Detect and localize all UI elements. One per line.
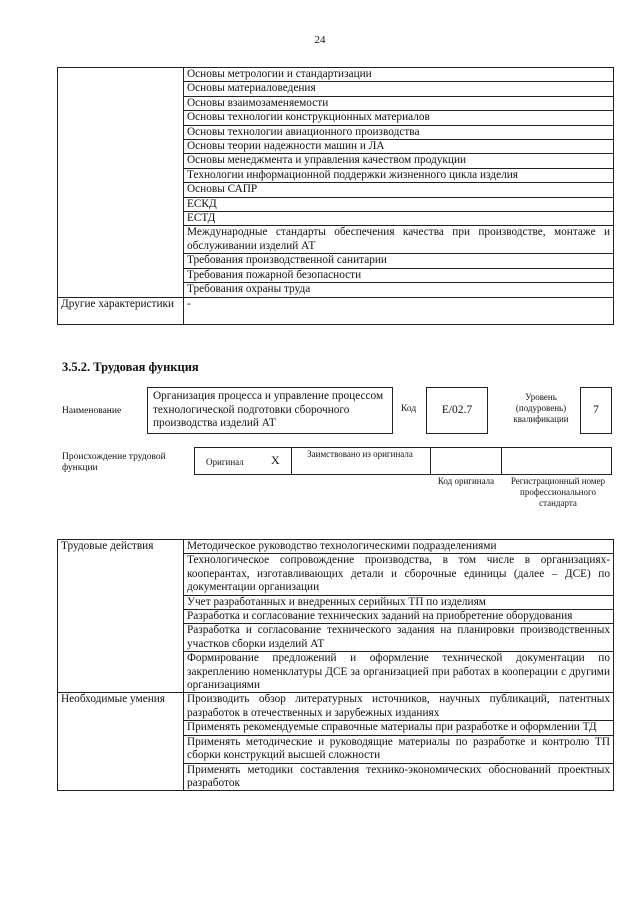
other-characteristics-value: - (184, 297, 614, 324)
list-item: Основы теории надежности машин и ЛА (184, 140, 614, 154)
original-code-label: Код оригинала (437, 476, 495, 486)
knowledge-table (57, 67, 614, 325)
section-heading: 3.5.2. Трудовая функция (62, 360, 199, 374)
list-item: Основы САПР (184, 183, 614, 197)
list-item: Основы технологии авиационного производства (184, 125, 614, 139)
row-label-cell (58, 68, 184, 298)
level-label: Уровень (подуровень) квалификации (513, 392, 569, 424)
list-item: Международные стандарты обеспечения качества при производстве, монтаже и обслуживании изделий АТ (184, 226, 614, 254)
labor-function-table (57, 539, 614, 791)
list-item: Основы взаимозаменяемости (184, 96, 614, 110)
origin-label: Происхождение трудовой функции (62, 452, 166, 473)
list-item: ЕСКД (184, 197, 614, 211)
list-item: Основы метрологии и стандартизации (184, 68, 614, 82)
function-name-box (147, 387, 393, 434)
code-box (426, 387, 488, 434)
page-number: 24 (314, 34, 326, 46)
table-row (58, 68, 614, 82)
registration-number-label: Регистрационный номер профессионального стандарта (510, 476, 606, 508)
original-mark: X (271, 453, 280, 467)
list-item: Требования пожарной безопасности (184, 268, 614, 282)
list-item: Учет разработанных и внедренных серийных ТП по изделиям (184, 595, 614, 609)
divider (430, 447, 431, 475)
borrowed-label: Заимствовано из оригинала (307, 449, 413, 459)
list-item: ЕСТД (184, 212, 614, 226)
list-item: Применять рекомендуемые справочные материалы при разработке и оформлении ТД (184, 721, 614, 735)
list-item: Производить обзор литературных источников, научных публикаций, патентных разработок в отечественных и зарубежных изданиях (184, 693, 614, 721)
original-label: Оригинал (206, 457, 244, 467)
list-item: Применять методические и руководящие материалы по разработке и контролю ТП сборки конструкций высшей сложности (184, 735, 614, 763)
code-value: E/02.7 (441, 404, 473, 416)
function-name-value: Организация процесса и управление процессом технологической подготовки сборочного производства изделий АТ (153, 390, 384, 430)
list-item: Формирование предложений и оформление технической документации по закреплению номенклатуры ДСЕ за организацией при работах в кооперации с другими организациями (184, 652, 614, 693)
list-item: Разработка и согласование технического задания на планировки производственных участков сборки изделий АТ (184, 624, 614, 652)
divider (291, 447, 292, 475)
list-item: Основы технологии конструкционных материалов (184, 111, 614, 125)
name-label: Наименование (62, 406, 122, 416)
list-item: Применять методики составления технико-экономических обоснований проектных разработок (184, 763, 614, 791)
other-characteristics-label: Другие характеристики (58, 297, 184, 324)
list-item: Требования охраны труда (184, 283, 614, 297)
labor-actions-label: Трудовые действия (58, 540, 184, 693)
level-box (580, 387, 612, 434)
list-item: Требования производственной санитарии (184, 254, 614, 268)
list-item: Технологии информационной поддержки жизненного цикла изделия (184, 168, 614, 182)
list-item: Разработка и согласование технических заданий на приобретение оборудования (184, 610, 614, 624)
divider (501, 447, 502, 475)
table-row (58, 297, 614, 324)
level-value: 7 (593, 404, 599, 416)
code-label: Код (401, 404, 417, 414)
skills-label: Необходимые умения (58, 693, 184, 791)
list-item: Технологическое сопровождение производства, в том числе в организациях-кооперантах, изготавливающих детали и сборочные единицы (далее – ДСЕ) по документации организации (184, 554, 614, 595)
list-item: Основы материаловедения (184, 82, 614, 96)
list-item: Методическое руководство технологическими подразделениями (184, 540, 614, 554)
list-item: Основы менеджмента и управления качеством продукции (184, 154, 614, 168)
